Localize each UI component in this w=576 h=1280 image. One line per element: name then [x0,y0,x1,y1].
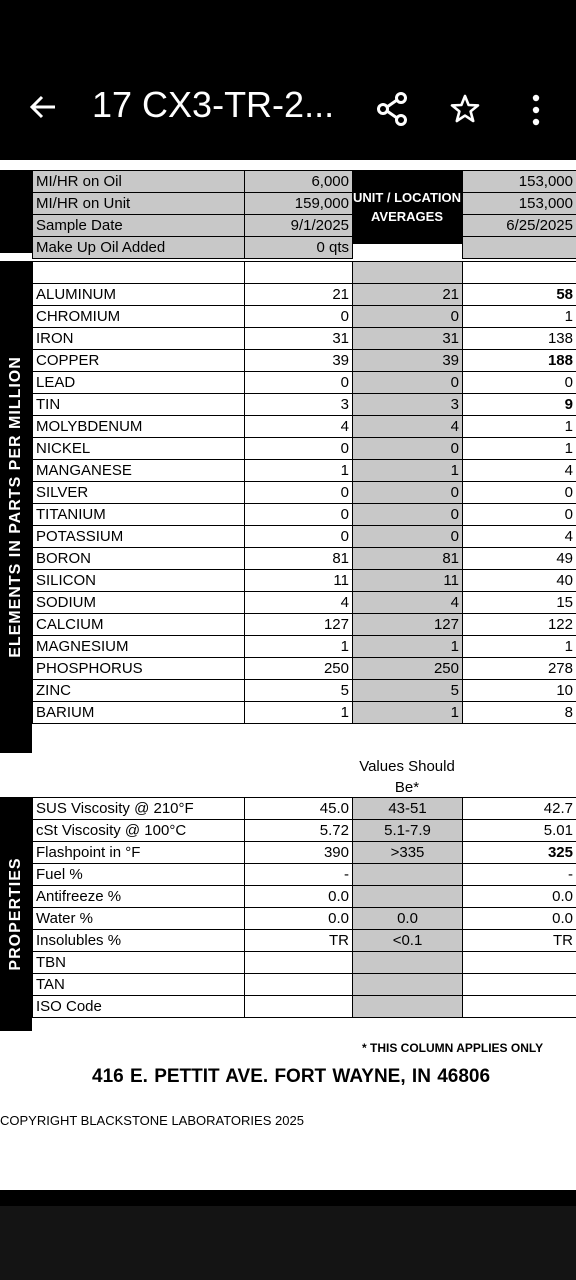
element-name: MOLYBDENUM [33,416,245,438]
sample-value: 1 [245,460,353,482]
prior-value: 153,000 [463,193,576,215]
element-name: SODIUM [33,592,245,614]
element-name: SILVER [33,482,245,504]
sample-value: 0 [245,526,353,548]
table-row [33,438,576,460]
table-row [33,548,576,570]
sample-value: 3 [245,394,353,416]
prior-value: 0.0 [463,908,576,930]
prior-value: 8 [463,702,576,724]
should-be-value: >335 [353,842,463,864]
sample-value: 0.0 [245,908,353,930]
row-label: Sample Date [33,215,245,237]
copyright: COPYRIGHT BLACKSTONE LABORATORIES 2025 [0,1113,304,1128]
element-name: MAGNESIUM [33,636,245,658]
table-row [33,614,576,636]
unit-average-value: 0 [353,504,463,526]
prior-value [463,996,576,1018]
property-name: ISO Code [33,996,245,1018]
more-vert-icon[interactable] [526,94,546,126]
element-name: SILICON [33,570,245,592]
unit-average-value: 4 [353,416,463,438]
prior-value: 1 [463,438,576,460]
table-row [33,350,576,372]
empty-cell [463,262,576,284]
prior-value: 1 [463,416,576,438]
sample-value: - [245,864,353,886]
prior-value [463,952,576,974]
unit-average-value: 0 [353,482,463,504]
unit-average-value: 81 [353,548,463,570]
prior-value: 40 [463,570,576,592]
element-name: TIN [33,394,245,416]
row-label: Make Up Oil Added [33,237,245,259]
should-be-value [353,886,463,908]
prior-value: 1 [463,636,576,658]
values-should-be-label: Values Should Be* [359,758,455,796]
table-row [33,482,576,504]
sample-value: 81 [245,548,353,570]
sample-value: 390 [245,842,353,864]
table-row [33,237,576,259]
prior-value: - [463,864,576,886]
table-row [33,702,576,724]
prior-value: 58 [463,284,576,306]
star-icon[interactable] [450,94,480,124]
sample-value: 0.0 [245,886,353,908]
unit-average-value: 3 [353,394,463,416]
property-name: Antifreeze % [33,886,245,908]
element-name: ZINC [33,680,245,702]
elements-label: ELEMENTS IN PARTS PER MILLION [7,356,24,658]
unit-average-value: 1 [353,636,463,658]
table-row [33,526,576,548]
table-row [33,908,576,930]
prior-value: 9 [463,394,576,416]
properties-table [32,797,576,1018]
prior-value: 122 [463,614,576,636]
header-side-bar [0,170,32,253]
property-name: Fuel % [33,864,245,886]
prior-value: TR [463,930,576,952]
table-row [33,215,576,237]
lab-address: 416 E. PETTIT AVE. FORT WAYNE, IN 46806 [92,1066,491,1087]
sample-value: 6,000 [245,171,353,193]
table-row [33,570,576,592]
element-name: IRON [33,328,245,350]
bottom-divider [0,1190,576,1206]
prior-value: 153,000 [463,171,576,193]
property-name: cSt Viscosity @ 100°C [33,820,245,842]
sample-value: 31 [245,328,353,350]
prior-value [463,974,576,996]
prior-value: 278 [463,658,576,680]
table-row [33,193,576,215]
table-row [33,842,576,864]
element-name: BORON [33,548,245,570]
prior-value: 0 [463,504,576,526]
sample-value: TR [245,930,353,952]
property-name: Water % [33,908,245,930]
table-row [33,306,576,328]
prior-value: 188 [463,350,576,372]
unit-average-value: 250 [353,658,463,680]
table-row [33,952,576,974]
prior-value: 42.7 [463,798,576,820]
spacer-row [33,262,576,284]
unit-location-averages-header: UNIT / LOCATION AVERAGES [352,170,462,244]
unit-average-value: 127 [353,614,463,636]
empty-cell [245,262,353,284]
element-name: CALCIUM [33,614,245,636]
should-be-value: <0.1 [353,930,463,952]
element-name: BARIUM [33,702,245,724]
table-row [33,328,576,350]
sample-value: 11 [245,570,353,592]
sample-value: 0 [245,482,353,504]
table-row [33,394,576,416]
sample-info-table [32,170,576,259]
table-row [33,658,576,680]
element-name: LEAD [33,372,245,394]
property-name: Flashpoint in °F [33,842,245,864]
row-label: MI/HR on Oil [33,171,245,193]
property-name: TAN [33,974,245,996]
document-title: 17 CX3-TR-2... [92,84,335,125]
back-arrow-icon[interactable] [28,92,58,122]
unit-average-value: 5 [353,680,463,702]
prior-value [463,237,576,259]
prior-value: 4 [463,526,576,548]
properties-label: PROPERTIES [7,857,24,971]
table-row [33,504,576,526]
element-name: COPPER [33,350,245,372]
unit-average-value: 4 [353,592,463,614]
prior-value: 0 [463,372,576,394]
unit-average-value: 0 [353,526,463,548]
prior-value: 0.0 [463,886,576,908]
sample-value [245,996,353,1018]
table-row [33,886,576,908]
element-name: ALUMINUM [33,284,245,306]
sample-value: 0 [245,306,353,328]
should-be-value: 5.1-7.9 [353,820,463,842]
unit-average-value: 31 [353,328,463,350]
report-document[interactable] [0,160,576,1190]
prior-value: 15 [463,592,576,614]
table-row [33,372,576,394]
sample-value: 4 [245,416,353,438]
sample-value: 0 [245,504,353,526]
share-icon[interactable] [376,92,408,126]
navigation-bar [0,1206,576,1280]
sample-value: 9/1/2025 [245,215,353,237]
sample-value: 159,000 [245,193,353,215]
sample-value: 127 [245,614,353,636]
prior-value: 138 [463,328,576,350]
table-row [33,864,576,886]
element-name: PHOSPHORUS [33,658,245,680]
unit-average-value: 1 [353,460,463,482]
sample-value: 39 [245,350,353,372]
unit-average-value: 0 [353,438,463,460]
element-name: CHROMIUM [33,306,245,328]
element-name: NICKEL [33,438,245,460]
prior-value: 6/25/2025 [463,215,576,237]
properties-side-label [0,797,32,1031]
unit-average-value: 0 [353,306,463,328]
element-name: POTASSIUM [33,526,245,548]
prior-value: 325 [463,842,576,864]
app-bar [0,0,576,160]
property-name: Insolubles % [33,930,245,952]
prior-value: 4 [463,460,576,482]
empty-cell [33,262,245,284]
should-be-value: 0.0 [353,908,463,930]
table-row [33,460,576,482]
elements-table [32,261,576,724]
sample-value: 5 [245,680,353,702]
table-row [33,996,576,1018]
prior-value: 10 [463,680,576,702]
unit-average-value: 1 [353,702,463,724]
element-name: TITANIUM [33,504,245,526]
empty-cell [353,262,463,284]
prior-value: 0 [463,482,576,504]
sample-value [245,974,353,996]
unit-average-value: 21 [353,284,463,306]
sample-value: 1 [245,636,353,658]
unit-average-value: 0 [353,372,463,394]
table-row [33,974,576,996]
sample-value: 0 qts [245,237,353,259]
table-row [33,416,576,438]
table-row [33,680,576,702]
prior-value: 1 [463,306,576,328]
should-be-value: 43-51 [353,798,463,820]
sample-value: 45.0 [245,798,353,820]
unit-average-value: 39 [353,350,463,372]
sample-value [245,952,353,974]
prior-value: 5.01 [463,820,576,842]
table-row [33,930,576,952]
footnote: * THIS COLUMN APPLIES ONLY [362,1041,544,1055]
table-row [33,820,576,842]
sample-value: 4 [245,592,353,614]
element-name: MANGANESE [33,460,245,482]
row-label: MI/HR on Unit [33,193,245,215]
table-row [33,171,576,193]
should-be-value [353,996,463,1018]
sample-value: 5.72 [245,820,353,842]
elements-side-label [0,261,32,753]
should-be-value [353,864,463,886]
table-row [33,592,576,614]
sample-value: 0 [245,372,353,394]
sample-value: 1 [245,702,353,724]
property-name: TBN [33,952,245,974]
should-be-value [353,952,463,974]
table-row [33,636,576,658]
table-row [33,284,576,306]
should-be-value [353,974,463,996]
sample-value: 250 [245,658,353,680]
prior-value: 49 [463,548,576,570]
unit-average-value: 11 [353,570,463,592]
sample-value: 0 [245,438,353,460]
property-name: SUS Viscosity @ 210°F [33,798,245,820]
sample-value: 21 [245,284,353,306]
table-row [33,798,576,820]
